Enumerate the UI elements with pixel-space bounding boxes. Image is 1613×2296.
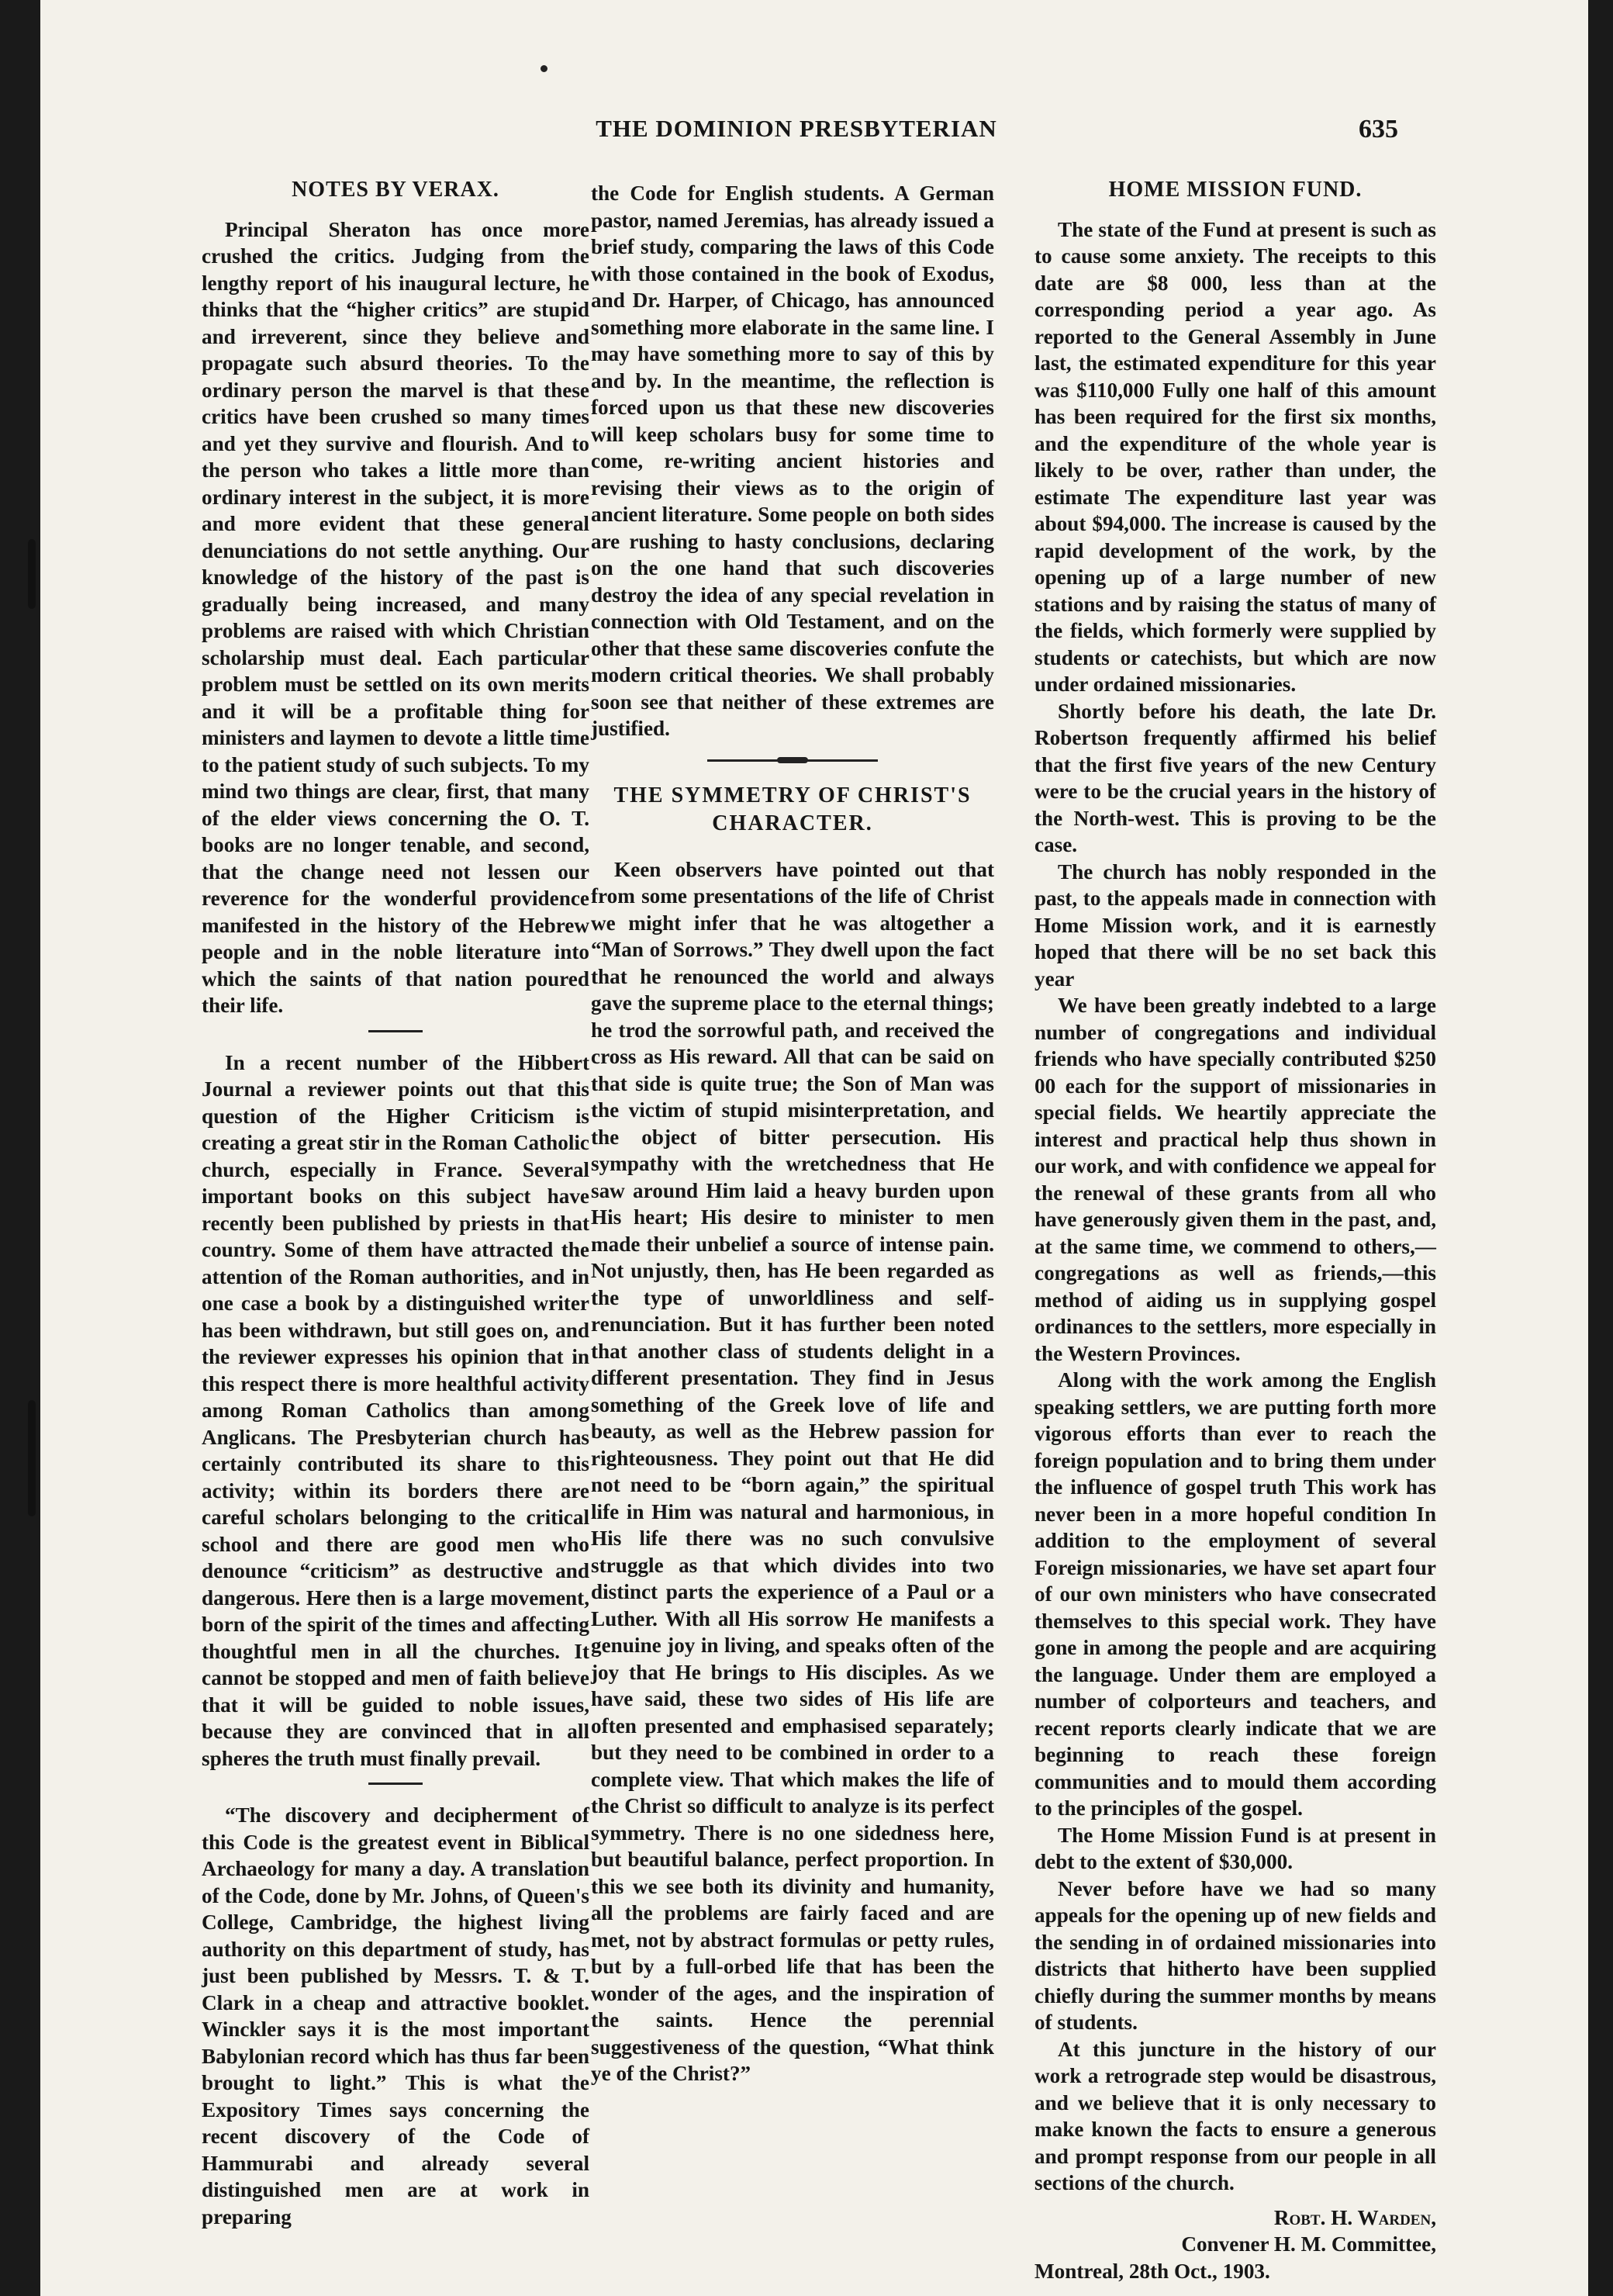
- section-rule: [368, 1030, 423, 1032]
- paragraph: “The discovery and decipherment of this Code is the greatest event in Biblical Archaeology for many a day. A translation of the Code, done by Mr. Johns, of Queen's College, Cambridge, the highest living authority on this department of study, has just been published by Messrs. T. & T. Clark in a cheap and attractive booklet. Winckler says it is the most important Babylonian record which has thus far been brought to light.” This is what the Expository Times says concerning the recent discovery of the Code of Hammurabi and already several distinguished men are at work in preparing: [202, 1803, 589, 2229]
- paragraph: Shortly before his death, the late Dr. Robertson frequently affirmed his belief that the first five years of the new Century were to be the crucial years in the history of the North-west. This is proving to be the case.: [1034, 699, 1436, 856]
- signature-title: Convener H. M. Committee,: [1181, 2232, 1436, 2256]
- signature-name: Robt. H. Warden,: [1273, 2205, 1436, 2229]
- paragraph: We have been greatly indebted to a large number of congregations and individual friends who have specially contributed $250 00 each for the support of missionaries in special fields. We heartily appreciate the interest and practical help thus shown in our work, and with confidence we appeal for the renewal of these grants from all who have generously given them in the past, and, at the same time, we commend to others,—congregations as well as friends,—this method of aiding us in supplying gospel ordinances to the settlers, more especially in the Western Provinces.: [1034, 994, 1436, 1365]
- running-head: THE DOMINION PRESBYTERIAN: [596, 115, 997, 142]
- section-rule: [368, 1783, 423, 1785]
- paragraph: The Home Mission Fund is at present in debt to the extent of $30,000.: [1034, 1823, 1436, 1873]
- paragraph: At this juncture in the history of our work a retrograde step would be disastrous, and we believe that it is only necessary to make known the facts to ensure a generous and prompt response from our people in all sections of the church.: [1034, 2037, 1436, 2194]
- signature-block: [1034, 2204, 1436, 2285]
- paragraph: Keen observers have pointed out that from some presentations of the life of Christ we might infer that he was altogether a “Man of Sorrows.” They dwell upon the fact that he renounced the world and always gave the supreme place to the eternal things; he trod the sorrowful path, and received the cross as His reward. All that can be said on that side is quite true; the Son of Man was the victim of stupid misinterpretation, and the object of bitter persecution. His sympathy with the wretchedness that He saw around Him laid a heavy burden upon His heart; His desire to minister to men made their unbelief a source of intense pain. Not unjustly, then, has He been regarded as the type of unworldliness and self-renunciation. But it has further been noted that another class of students delight in a different presentation. They find in Jesus something of the Greek love of life and beauty, as well as the Hebrew passion for righteousness. They point out that He did not need to be “born again,” the spiritual life in Him was natural and harmonious, in His life there was no such convulsive struggle as that which divides into two distinct parts the experience of a Paul or a Luther. With all His sorrow He manifests a genuine joy in living, and speaks often of the joy that He brings to His disciples. As we have said, these two sides of His life are often presented and emphasised separately; but they need to be combined in order to a complete view. That which makes the life of the Christ so difficult to analyze is its perfect symmetry. There is no one sidedness here, but beautiful balance, perfect proportion. In this we see both its divinity and humanity, all the problems are fairly faced and are met, not by abstract formulas or petty rules, but by a full-orbed life that has been the wonder of the ages, and the inspiration of the saints. Hence the perennial suggestiveness of the question, “What think ye of the Christ?”: [591, 857, 994, 2085]
- paragraph: In a recent number of the Hibbert Journal a reviewer points out that this question of the Higher Criticism is creating a great stir in the Roman Catholic church, especially in France. Several important books on this subject have recently been published by priests in that country. Some of them have attracted the attention of the Roman authorities, and in one case a book by a distinguished writer has been withdrawn, but still goes on, and the reviewer expresses his opinion that in this respect there is more healthful activity among Roman Catholics than among Anglicans. The Presbyterian church has certainly contributed its share to this activity; within its borders there are careful scholars belonging to the critical school and there are good men who denounce “criticism” as destructive and dangerous. Here then is a large movement, born of the spirit of the times and affecting thoughtful men in all the churches. It cannot be stopped and men of faith believe that it will be guided to noble issues, because they are convinced that in all spheres the truth must finally prevail.: [202, 1050, 589, 1770]
- column-home-mission-fund: [1034, 177, 1436, 2284]
- page-number: 635: [1359, 115, 1398, 144]
- heading-notes-by-verax: NOTES BY VERAX.: [292, 178, 499, 202]
- paragraph: The church has nobly responded in the past, to the appeals made in connection with Home Mission work, and it is earnestly hoped that there will be no set back this year: [1034, 859, 1436, 991]
- paragraph: Along with the work among the English speaking settlers, we are putting forth more vigorous efforts than ever to reach the foreign population and to bring them under the influence of gospel truth This work has never been in a more hopeful condition In addition to the employment of several Foreign missionaries, we have set apart four of our own ministers who have consecrated themselves to this special work. They have gone in among the people and are acquiring the language. Under them are employed a number of colporteurs and teachers, and recent reports clearly indicate that we are beginning to reach these foreign communities and to mould them according to the principles of the gospel.: [1034, 1368, 1436, 1820]
- ornamental-rule: [707, 759, 878, 762]
- paragraph-continued: the Code for English students. A German pastor, named Jeremias, has already issued a brief study, comparing the laws of this Code with those contained in the book of Exodus, and Dr. Harper, of Chicago, has announced something more elaborate in the same line. I may have something more to say of this by and by. In the meantime, the reflection is forced upon us that these new discoveries will keep scholars busy for some time to come, re-writing ancient histories and revising their views as to the origin of ancient literature. Some people on both sides are rushing to hasty conclusions, declaring on the one hand that such discoveries destroy the idea of any special revelation in connection with Old Testament, and on the other that these same discoveries confute the modern critical theories. We shall probably soon see that neither of these extremes are justified.: [591, 182, 994, 740]
- column-notes-by-verax: [202, 177, 589, 2230]
- heading-home-mission-fund: HOME MISSION FUND.: [1108, 178, 1363, 202]
- paragraph: The state of the Fund at present is such as to cause some anxiety. The receipts to this date are $8 000, less than at the corresponding period a year ago. As reported to the General Assembly in June last, the estimated expenditure for this year was $110,000 Fully one half of this amount has been required for the first six months, and the expenditure of the whole year is likely to be over, rather than under, the estimate The expenditure last year was about $94,000. The increase is caused by the rapid development of the work, by the opening up of a large number of new stations and by raising the status of many of the fields, which formerly were supplied by students or catechists, but which are now under ordained missionaries.: [1034, 217, 1436, 696]
- binding-mark-lower: [28, 1400, 36, 1516]
- newspaper-page: [40, 0, 1588, 2296]
- heading-symmetry-of-christs-character: THE SYMMETRY OF CHRIST'S CHARACTER.: [613, 783, 972, 835]
- ink-dot: [541, 65, 547, 72]
- paragraph: Principal Sheraton has once more crushed the critics. Judging from the lengthy report of his inaugural lecture, he thinks that the “higher critics” are stupid and irreverent, since they believe and propagate such absurd theories. To the ordinary person the marvel is that these critics have been crushed so many times and yet they survive and flourish. And to the person who takes a little more than ordinary interest in the subject, it is more and more evident that these general denunciations do not settle anything. Our knowledge of the history of the past is gradually being increased, and many problems are raised with which Christian scholarship must deal. Each particular problem must be settled on its own merits and it will be a profitable thing for ministers and laymen to devote a little time to the patient study of such subjects. To my mind two things are clear, first, that many of the elder views concerning the O. T. books are no longer tenable, and second, that the change need not lessen our reverence for the wonderful providence manifested in the history of the Hebrew people and in the noble literature into which the saints of that nation poured their life.: [202, 217, 589, 1017]
- binding-mark-upper: [28, 539, 36, 609]
- column-middle: [591, 180, 994, 2087]
- paragraph: Never before have we had so many appeals for the opening up of new fields and the sending in of ordained missionaries into districts that hitherto have been supplied chiefly during the summer months by means of students.: [1034, 1876, 1436, 2034]
- signature-place-date: Montreal, 28th Oct., 1903.: [1034, 2259, 1270, 2283]
